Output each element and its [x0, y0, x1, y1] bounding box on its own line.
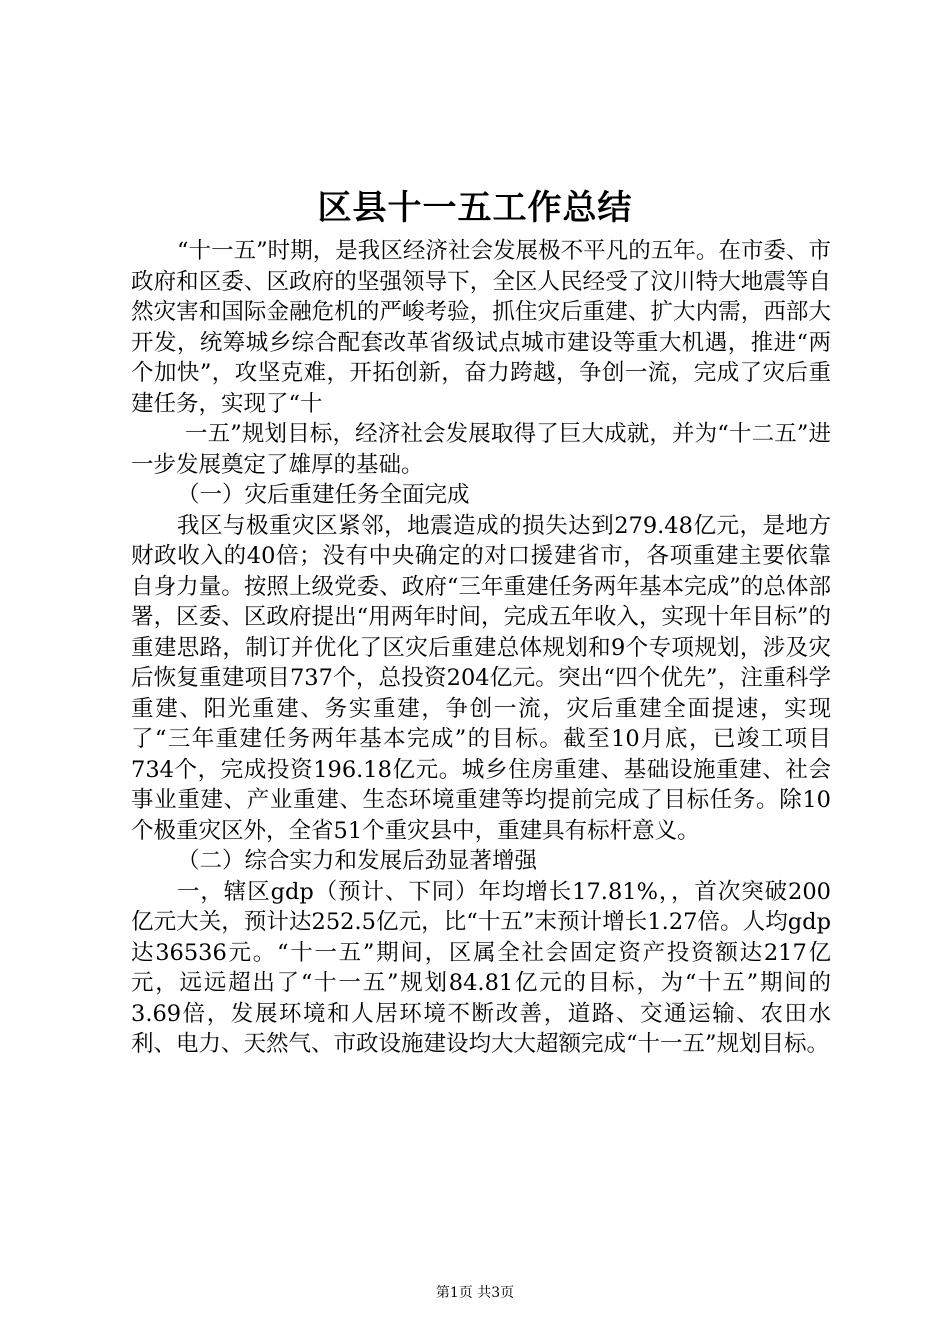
page-number-footer: 第1页 共3页	[435, 1285, 515, 1301]
paragraph-strength: 一，辖区gdp（预计、下同）年均增长17.81%，，首次突破200亿元大关，预计达252.5亿元，比“十五”末预计增长1.27倍。人均gdp达36536元。“十一五”期间，区属全社会固定资产投资额达217亿元，远远超出了“十一五”规划84.81亿元的目标，为“十五”期间的3.69倍，发展环境和人居环境不断改善，道路、交通运输、农田水利、电力、天然气、市政设施建设均大大超额完成“十一五”规划目标。	[131, 878, 831, 1057]
section-heading-1: （一）灾后重建任务全面完成	[177, 482, 470, 508]
paragraph-intro-continued: 一五”规划目标，经济社会发展取得了巨大成就，并为“十二五”进一步发展奠定了雄厚的基础。	[131, 421, 831, 478]
section-heading-2: （二）综合实力和发展后劲显著增强	[177, 848, 538, 874]
paragraph-reconstruction: 我区与极重灾区紧邻，地震造成的损失达到279.48亿元，是地方财政收入的40倍；没有中央确定的对口援建省市，各项重建主要依靠自身力量。按照上级党委、政府“三年重建任务两年基本完成”的总体部署，区委、区政府提出“用两年时间，完成五年收入，实现十年目标”的重建思路，制订并优化了区灾后重建总体规划和9个专项规划，涉及灾后恢复重建项目737个，总投资204亿元。突出“四个优先”，注重科学重建、阳光重建、务实重建，争创一流，灾后重建全面提速，实现了“三年重建任务两年基本完成”的目标。截至10月底，已竣工项目734个，完成投资196.18亿元。城乡住房重建、基础设施重建、社会事业重建、产业重建、生态环境重建等均提前完成了目标任务。除10个极重灾区外，全省51个重灾县中，重建具有标杆意义。	[131, 512, 831, 844]
document-title: 区县十一五工作总结	[317, 188, 633, 228]
paragraph-intro: “十一五”时期，是我区经济社会发展极不平凡的五年。在市委、市政府和区委、区政府的坚强领导下，全区人民经受了汶川特大地震等自然灾害和国际金融危机的严峻考验，抓住灾后重建、扩大内需，西部大开发，统筹城乡综合配套改革省级试点城市建设等重大机遇，推进“两个加快”，攻坚克难，开拓创新，奋力跨越，争创一流，完成了灾后重建任务，实现了“十	[131, 238, 831, 417]
document-body	[131, 236, 831, 1060]
